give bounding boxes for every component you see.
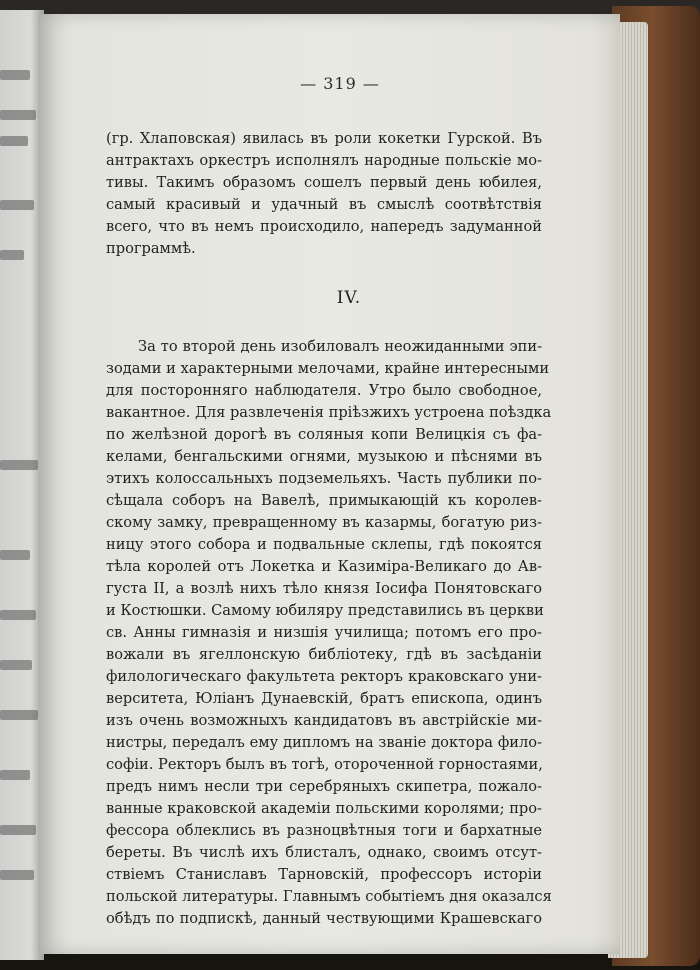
paragraph2-line: изъ очень возможныхъ кандидатовъ въ австрійскіе ми- — [106, 712, 542, 729]
section-heading: IV. — [336, 288, 362, 308]
left-page-text-fragment — [0, 110, 36, 120]
paragraph2-line: польской литературы. Главнымъ событіемъ дня оказался — [106, 888, 552, 905]
paragraph2-line: этихъ колоссальныхъ подземельяхъ. Часть публики по- — [106, 470, 542, 487]
paragraph2-line: вакантное. Для развлеченія пріѣзжихъ устроена поѣздка — [106, 404, 552, 421]
paragraph2-line: келами, бенгальскими огнями, музыкою и пѣснями въ — [106, 448, 542, 465]
paragraph1-line: программѣ. — [106, 240, 196, 257]
paragraph2-line: обѣдъ по подпискѣ, данный чествующими Крашевскаго — [106, 910, 542, 927]
paragraph1-line: самый красивый и удачный въ смыслѣ соотвѣтствія — [106, 196, 542, 213]
paragraph1-line: всего, что въ немъ происходило, напередъ задуманной — [106, 218, 542, 235]
left-page-text-fragment — [0, 710, 38, 720]
left-page-text-fragment — [0, 200, 34, 210]
left-page-text-fragment — [0, 460, 38, 470]
left-page-text-fragment — [0, 610, 36, 620]
left-page-text-fragment — [0, 70, 30, 80]
paragraph1-line: тивы. Такимъ образомъ сошелъ первый день юбилея, — [106, 174, 542, 191]
paragraph2-line: софіи. Ректоръ былъ въ тогѣ, отороченной горностаями, — [106, 756, 543, 773]
paragraph2-line: св. Анны гимназія и низшія училища; потомъ его про- — [106, 624, 542, 641]
paragraph2-line: вожали въ ягеллонскую библіотеку, гдѣ въ засѣданіи — [106, 646, 542, 663]
paragraph1-line: антрактахъ оркестръ исполнялъ народные польскіе мо- — [106, 152, 542, 169]
paragraph2-line: скому замку, превращенному въ казармы, богатую риз- — [106, 514, 542, 531]
paragraph2-line: сѣщала соборъ на Вавелѣ, примыкающій къ королев- — [106, 492, 542, 509]
paragraph2-line: верситета, Юліанъ Дунаевскій, братъ епископа, одинъ — [106, 690, 542, 707]
paragraph2-line: для посторонняго наблюдателя. Утро было свободное, — [106, 382, 542, 399]
paragraph2-line: ницу этого собора и подвальные склепы, гдѣ покоятся — [106, 536, 542, 553]
left-page-text-fragment — [0, 770, 30, 780]
paragraph2-line: и Костюшки. Самому юбиляру представились въ церкви — [106, 602, 544, 619]
paragraph2-line: ванные краковской академіи польскими королями; про- — [106, 800, 542, 817]
paragraph2-line: густа II, а возлѣ нихъ тѣло князя Іосифа Понятовскаго — [106, 580, 542, 597]
paragraph2-line: ствіемъ Станиславъ Тарновскій, профессоръ исторіи — [106, 866, 542, 883]
left-page-text-fragment — [0, 136, 28, 146]
book-page — [38, 14, 620, 954]
paragraph2-line: За то второй день изобиловалъ неожиданными эпи- — [138, 338, 542, 355]
paragraph2-line: фессора облеклись въ разноцвѣтныя тоги и бархатные — [106, 822, 542, 839]
paragraph2-line: зодами и характерными мелочами, крайне интересными — [106, 360, 550, 377]
paragraph2-line: береты. Въ числѣ ихъ блисталъ, однако, своимъ отсут- — [106, 844, 542, 861]
page-number: — 319 — — [300, 74, 380, 93]
paragraph2-line: по желѣзной дорогѣ въ соляныя копи Велицкія съ фа- — [106, 426, 542, 443]
paragraph2-line: тѣла королей отъ Локетка и Казиміра-Великаго до Ав- — [106, 558, 542, 575]
paragraph2-line: предъ нимъ несли три серебряныхъ скипетра, пожало- — [106, 778, 542, 795]
paragraph2-line: филологическаго факультета ректоръ краковскаго уни- — [106, 668, 542, 685]
left-page-text-fragment — [0, 660, 32, 670]
paragraph2-line: нистры, передалъ ему дипломъ на званіе доктора фило- — [106, 734, 542, 751]
left-page-text-fragment — [0, 870, 34, 880]
left-page-text-fragment — [0, 250, 24, 260]
paragraph1-line: (гр. Хлаповская) явилась въ роли кокетки Гурской. Въ — [106, 130, 542, 147]
left-page-text-fragment — [0, 550, 30, 560]
left-page-text-fragment — [0, 825, 36, 835]
